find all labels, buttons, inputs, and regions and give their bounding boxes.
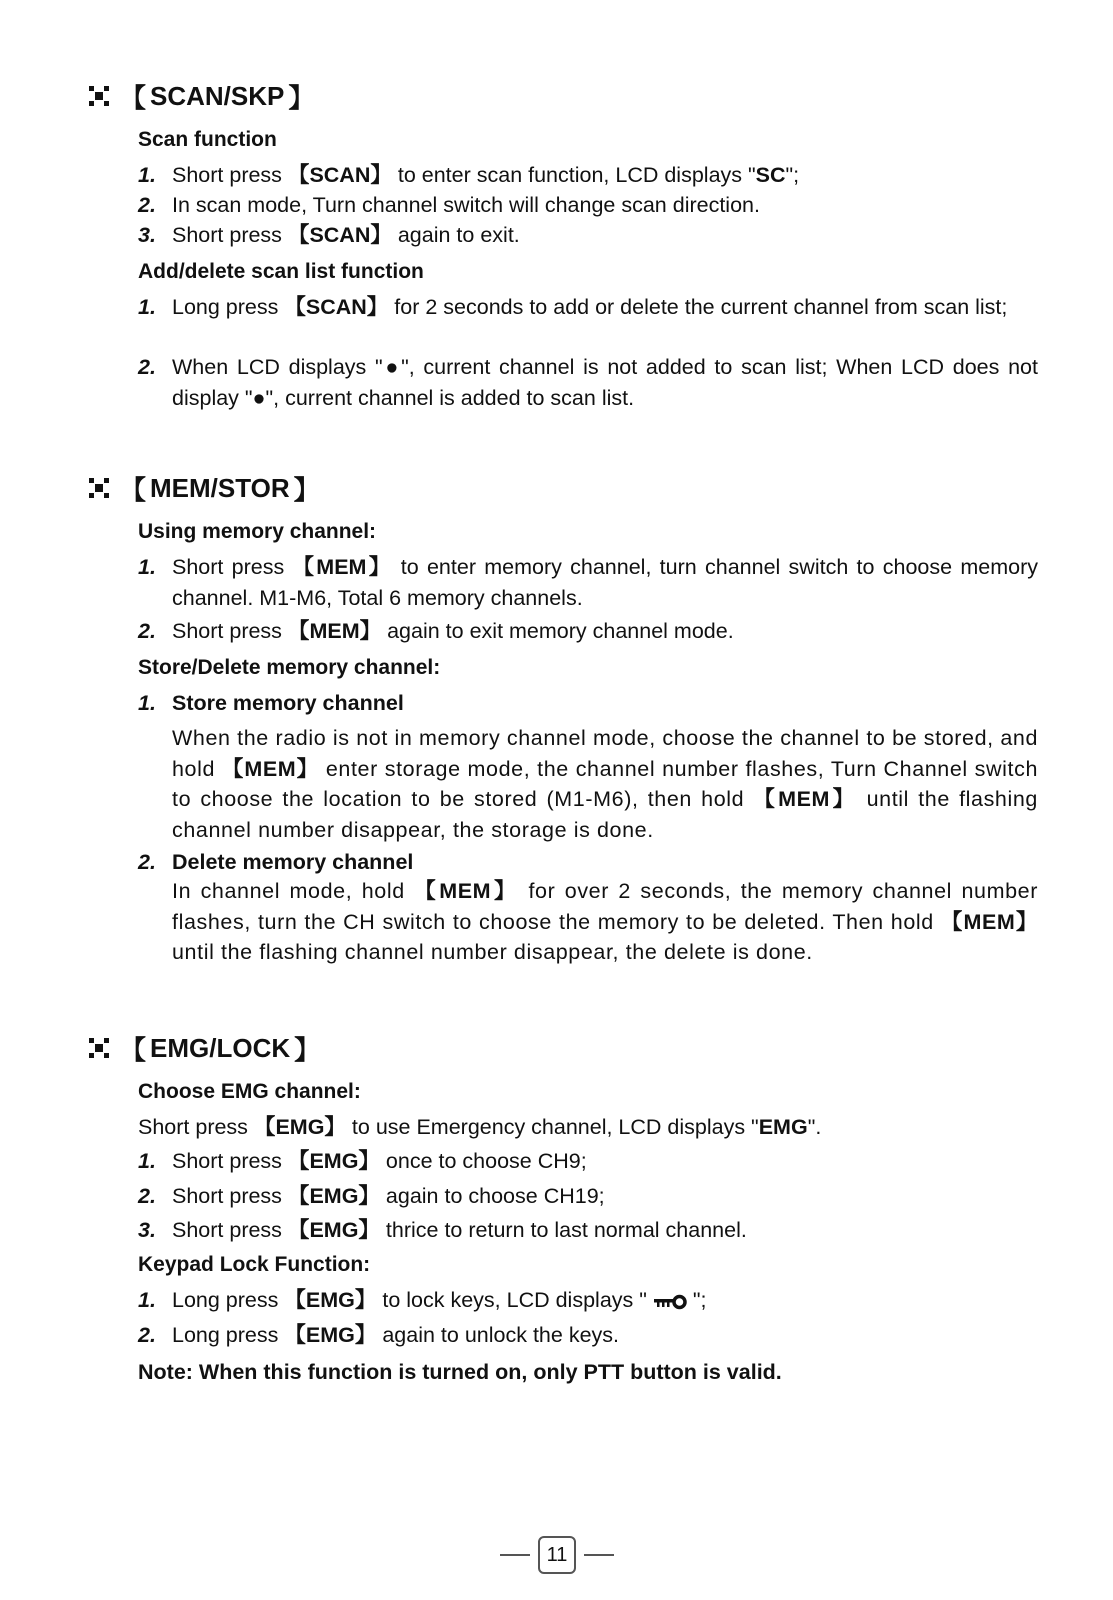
- item-text: In scan mode, Turn channel switch will change scan direction.: [172, 193, 760, 217]
- item-number: 1.: [138, 163, 156, 187]
- subheading-keypad-lock: Keypad Lock Function:: [138, 1253, 371, 1276]
- list-item: [138, 552, 1038, 613]
- key-name: MEM: [244, 756, 297, 781]
- key-name: EMG: [305, 1323, 355, 1347]
- bracket-open: 【: [284, 1288, 306, 1312]
- item-text: Long press: [172, 295, 285, 319]
- section-heading-mem: [88, 470, 320, 506]
- item-text: Short press: [172, 619, 288, 643]
- key-name: SCAN: [309, 163, 371, 187]
- bracket-open: 【: [253, 1115, 276, 1139]
- bracket-open: 【: [120, 82, 147, 113]
- bracket-close: 】: [359, 619, 382, 643]
- list-item: [138, 688, 1038, 719]
- subheading-using-memory: Using memory channel:: [138, 520, 377, 543]
- delete-paragraph: [172, 876, 1038, 968]
- key-name: MEM: [778, 787, 831, 811]
- bracket-open: 【: [940, 909, 964, 934]
- bracket-close: 】: [370, 223, 392, 247]
- paragraph-text: ".: [807, 1115, 822, 1139]
- item-number: 2.: [138, 355, 156, 379]
- key-name: SCAN: [309, 223, 371, 247]
- bracket-close: 】: [296, 756, 319, 781]
- list-item: [138, 190, 1038, 221]
- bracket-close: 】: [358, 1184, 380, 1208]
- bracket-open: 【: [287, 223, 310, 247]
- bracket-close: 】: [366, 555, 393, 579]
- bracket-close: 】: [370, 163, 392, 187]
- key-name: MEM: [439, 879, 492, 903]
- item-text: Long press: [172, 1323, 285, 1347]
- key-lock-icon: [653, 1292, 687, 1310]
- section-heading-scan: [88, 78, 314, 114]
- bracket-open: 【: [287, 1149, 310, 1173]
- section-marker-icon: [88, 477, 110, 499]
- bracket-open: 【: [292, 555, 317, 579]
- item-number: 2.: [138, 193, 156, 217]
- item-text: When LCD displays "●", current channel is not added to scan list; When LCD does not display "●", current channel is added to scan list.: [172, 355, 1038, 410]
- list-item: [138, 220, 1038, 251]
- item-number: 2.: [138, 619, 156, 643]
- section-marker-icon: [88, 1037, 110, 1059]
- paragraph-text: In channel mode, hold: [172, 879, 415, 903]
- item-text: once to choose CH9;: [379, 1149, 587, 1173]
- list-item: [138, 847, 1038, 878]
- bracket-open: 【: [287, 619, 310, 643]
- bracket-open: 【: [287, 1218, 310, 1242]
- item-text: Short press: [172, 1218, 288, 1242]
- bracket-close: 】: [324, 1115, 346, 1139]
- list-item: [138, 1146, 1038, 1177]
- item-text: ";: [686, 1288, 707, 1312]
- bracket-close: 】: [830, 787, 858, 811]
- item-number: 1.: [138, 1149, 156, 1173]
- paragraph-text: for over 2 seconds, the memory channel number flashes, turn the CH switch to choose the memory to be deleted. Then hold: [172, 879, 1038, 934]
- paragraph-text: until the flashing channel number disappear, the delete is done.: [172, 940, 813, 964]
- page-number-footer: [497, 1535, 617, 1575]
- paragraph-text: When the radio is not in memory channel mode, choose the channel to be stored, and hold: [172, 726, 1038, 781]
- section-title: MEM/STOR: [150, 472, 290, 503]
- item-text: Short press: [172, 1184, 288, 1208]
- list-item: [138, 160, 1038, 191]
- bracket-open: 【: [753, 787, 779, 811]
- key-name: MEM: [963, 909, 1016, 934]
- lcd-text: SC: [755, 163, 786, 187]
- item-number: 2.: [138, 1323, 156, 1347]
- bracket-open: 【: [221, 756, 245, 781]
- item-text: for 2 seconds to add or delete the current channel from scan list;: [388, 295, 1008, 319]
- bracket-close: 】: [288, 82, 315, 113]
- bracket-close: 】: [358, 1149, 380, 1173]
- key-name: MEM: [316, 555, 367, 579]
- list-item: [138, 352, 1038, 413]
- item-text: ";: [785, 163, 800, 187]
- key-name: EMG: [309, 1149, 359, 1173]
- item-text: Short press: [172, 223, 288, 247]
- page-number: 11: [538, 1536, 576, 1574]
- item-number: 1.: [138, 295, 156, 319]
- item-title: Store memory channel: [172, 691, 404, 715]
- subheading-store-delete: Store/Delete memory channel:: [138, 656, 441, 679]
- subheading-scan-function: Scan function: [138, 128, 277, 151]
- store-paragraph: [172, 723, 1038, 845]
- bracket-open: 【: [120, 474, 147, 505]
- item-text: Short press: [172, 555, 293, 579]
- key-name: EMG: [309, 1184, 359, 1208]
- item-text: again to exit memory channel mode.: [381, 619, 734, 643]
- item-number: 3.: [138, 223, 156, 247]
- item-text: again to choose CH19;: [379, 1184, 605, 1208]
- section-title: SCAN/SKP: [150, 80, 285, 111]
- key-name: SCAN: [305, 295, 367, 319]
- list-item: [138, 1215, 1038, 1246]
- key-name: EMG: [305, 1288, 355, 1312]
- list-item: [138, 1320, 1038, 1351]
- item-number: 1.: [138, 555, 156, 579]
- item-text: again to unlock the keys.: [376, 1323, 619, 1347]
- bracket-open: 【: [287, 1184, 310, 1208]
- list-item: [138, 1285, 1038, 1316]
- subheading-scan-list: Add/delete scan list function: [138, 260, 424, 283]
- list-item: [138, 1181, 1038, 1212]
- bracket-close: 】: [354, 1288, 377, 1312]
- key-name: MEM: [309, 619, 360, 643]
- divider: [584, 1554, 614, 1556]
- bracket-close: 】: [294, 1034, 321, 1065]
- bracket-close: 】: [366, 295, 389, 319]
- item-text: to enter scan function, LCD displays ": [391, 163, 756, 187]
- bracket-close: 】: [354, 1323, 377, 1347]
- item-text: Short press: [172, 163, 288, 187]
- item-text: again to exit.: [391, 223, 520, 247]
- item-text: thrice to return to last normal channel.: [379, 1218, 747, 1242]
- subheading-choose-emg: Choose EMG channel:: [138, 1080, 361, 1103]
- item-number: 1.: [138, 1288, 156, 1312]
- bracket-open: 【: [414, 879, 440, 903]
- bracket-open: 【: [120, 1034, 147, 1065]
- lcd-text: EMG: [758, 1115, 808, 1139]
- bracket-open: 【: [284, 295, 306, 319]
- bracket-open: 【: [284, 1323, 306, 1347]
- key-name: EMG: [275, 1115, 325, 1139]
- bracket-close: 】: [1015, 909, 1038, 934]
- item-text: to enter memory channel, turn channel switch to choose memory channel. M1-M6, Total 6 memory channels.: [172, 555, 1038, 610]
- item-title: Delete memory channel: [172, 850, 414, 874]
- emg-intro: [138, 1112, 1038, 1143]
- item-number: 2.: [138, 850, 156, 874]
- bracket-close: 】: [293, 474, 320, 505]
- section-title: EMG/LOCK: [150, 1032, 291, 1063]
- item-number: 3.: [138, 1218, 156, 1242]
- paragraph-text: to use Emergency channel, LCD displays ": [345, 1115, 759, 1139]
- bracket-close: 】: [358, 1218, 380, 1242]
- bracket-open: 【: [287, 163, 310, 187]
- section-marker-icon: [88, 85, 110, 107]
- list-item: [138, 292, 1038, 323]
- item-text: Short press: [172, 1149, 288, 1173]
- item-text: Long press: [172, 1288, 285, 1312]
- section-heading-emg: [88, 1030, 320, 1066]
- paragraph-text: enter storage mode, the channel number flashes, Turn Channel switch to choose the location to be stored (M1-M6), then hold: [172, 756, 1039, 811]
- item-number: 1.: [138, 691, 156, 715]
- paragraph-text: until the flashing channel number disappear, the storage is done.: [172, 787, 1038, 842]
- list-item: [138, 616, 1038, 647]
- item-number: 2.: [138, 1184, 156, 1208]
- bracket-close: 】: [491, 879, 519, 903]
- paragraph-text: Short press: [138, 1115, 254, 1139]
- note: Note: When this function is turned on, only PTT button is valid.: [138, 1360, 782, 1384]
- item-text: to lock keys, LCD displays ": [376, 1288, 653, 1312]
- divider: [500, 1554, 530, 1556]
- key-name: EMG: [309, 1218, 359, 1242]
